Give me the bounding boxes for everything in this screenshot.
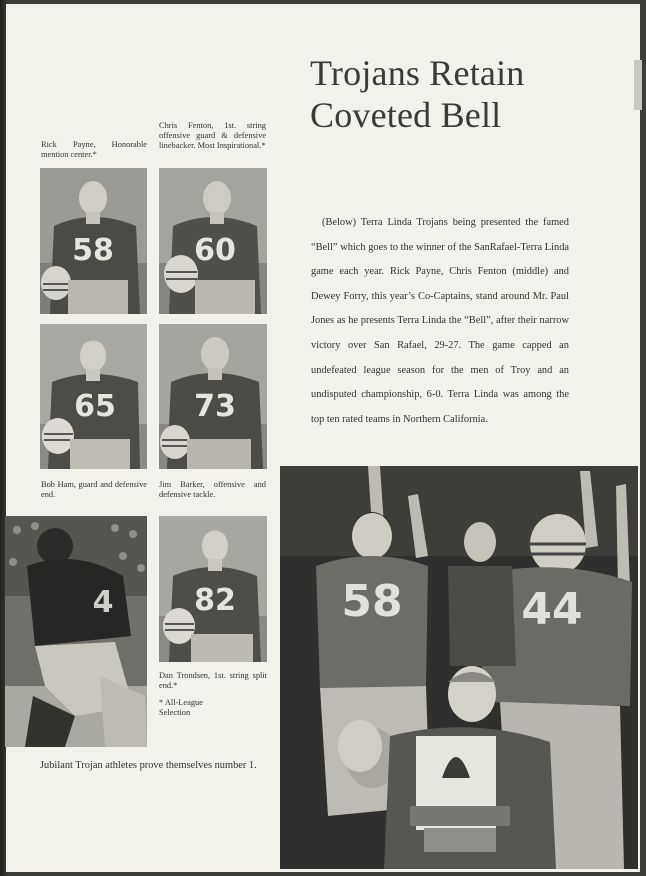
jersey-number-action: 4 bbox=[92, 585, 114, 620]
jersey-number-trondsen: 82 bbox=[194, 583, 236, 618]
jersey-number-payne: 58 bbox=[72, 233, 114, 268]
caption-ham: Bob Ham, guard and defensive end. bbox=[41, 480, 147, 499]
team-celebration-photo bbox=[280, 466, 638, 869]
article-body: (Below) Terra Linda Trojans being presented the famed “Bell” which goes to the winner of the SanRafael-Terra Linda game each year. Rick Payne, Chris Fenton (middle) and Dewey Forry, this year’s Co-Captains, stand around Mr. Paul Jones as he presents Terra Linda the “Bell”, after their narrow victory over San Rafael, 29-27. The game capped an undefeated league season for the men of Troy and an undisputed championship, 6-0. Terra Linda was among the top ten rated teams in Northern California. bbox=[311, 217, 569, 425]
caption-trondsen: Dan Trondsen, 1st. string split end.* bbox=[159, 671, 267, 690]
action-photo bbox=[5, 516, 147, 747]
portrait-barker bbox=[159, 324, 267, 469]
portrait-fenton bbox=[159, 168, 267, 314]
headline: Trojans Retain Coveted Bell bbox=[310, 53, 525, 135]
jersey-number-group-right: 44 bbox=[521, 584, 583, 635]
jersey-number-fenton: 60 bbox=[194, 233, 236, 268]
caption-payne: Rick Payne, Honorable mention center.* bbox=[41, 140, 147, 159]
jersey-number-ham: 65 bbox=[74, 389, 116, 424]
all-league-footnote: * All-League Selection bbox=[159, 698, 203, 717]
jersey-number-barker: 73 bbox=[194, 389, 236, 424]
jersey-number-group-left: 58 bbox=[341, 576, 403, 627]
page-edge bbox=[634, 60, 642, 110]
caption-barker: Jim Barker, offensive and defensive tackle. bbox=[159, 480, 266, 499]
portrait-ham bbox=[40, 324, 147, 469]
caption-jubilant: Jubilant Trojan athletes prove themselves number 1. bbox=[40, 760, 257, 771]
portrait-trondsen bbox=[159, 516, 267, 662]
portrait-payne bbox=[40, 168, 147, 314]
caption-fenton: Chris Fenton, 1st. string offensive guard & defensive linebacker. Most Inspirational.* bbox=[159, 121, 266, 150]
